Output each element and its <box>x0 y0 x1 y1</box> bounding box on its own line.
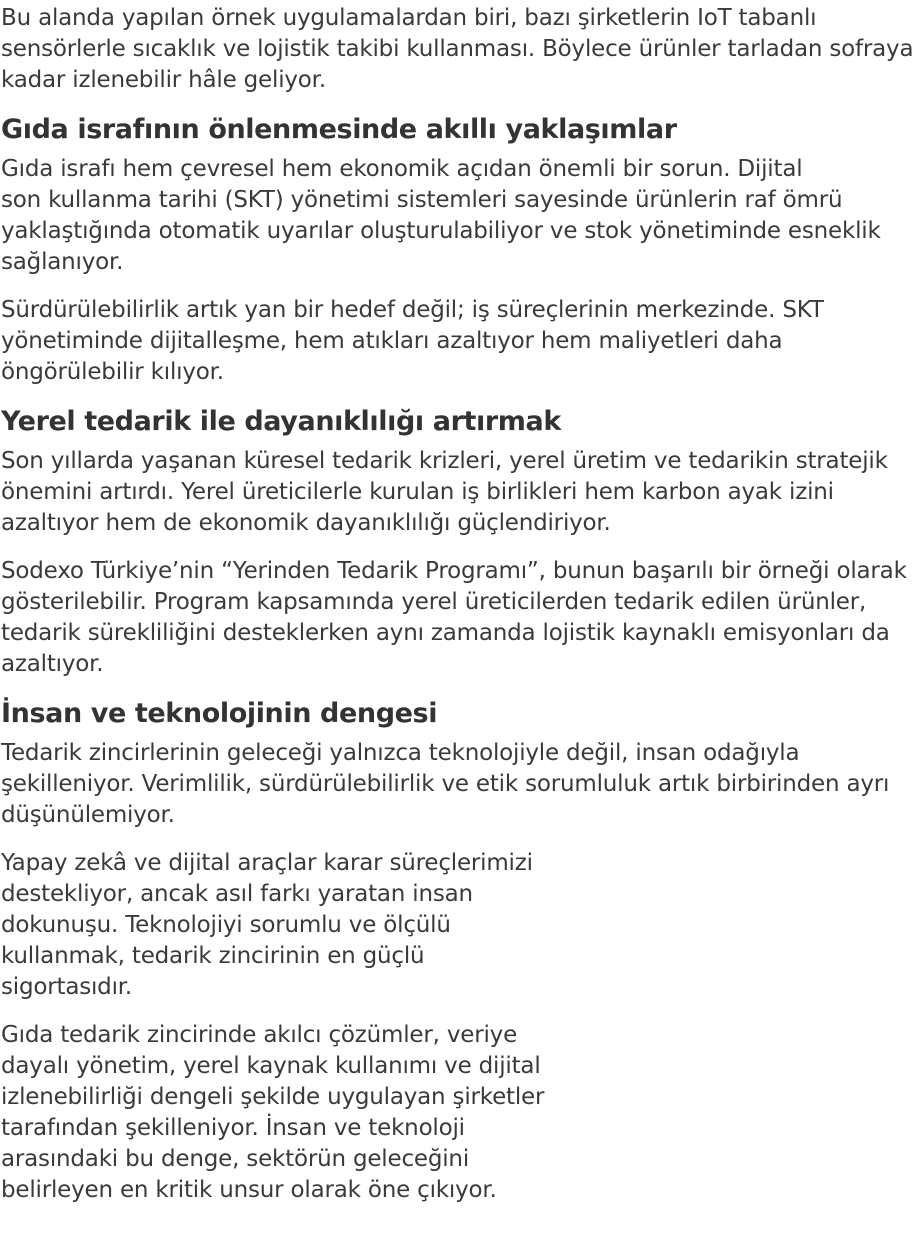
heading-human-technology: İnsan ve teknolojinin dengesi <box>1 698 438 729</box>
paragraph-sustainability: Sürdürülebilirlik artık yan bir hedef değil; iş süreçlerinin merkezinde. SKT yönetiminde dijitalleşme, hem atıkları azaltıyor hem maliyetleri daha öngörülebilir kılıyor. <box>1 297 824 385</box>
paragraph-ai-tools: Yapay zekâ ve dijital araçlar karar süreçlerimizi destekliyor, ancak asıl farkı yaratan insan dokunuşu. Teknolojiyi sorumlu ve ölçülü kullanmak, tedarik zincirinin en güçlü sigortasıdır. <box>1 850 533 1000</box>
heading-local-sourcing: Yerel tedarik ile dayanıklılığı artırmak <box>1 406 561 437</box>
paragraph-food-waste: Gıda israfı hem çevresel hem ekonomik açıdan önemli bir sorun. Dijital son kullanma tarihi (SKT) yönetimi sistemleri sayesinde ürünlerin raf ömrü yaklaştığında otomatik uyarılar oluşturulabiliyor ve stok yönetiminde esneklik sağlanıyor. <box>1 156 881 275</box>
heading-food-waste: Gıda israfının önlenmesinde akıllı yaklaşımlar <box>1 114 677 145</box>
paragraph-iot-example: Bu alanda yapılan örnek uygulamalardan biri, bazı şirketlerin IoT tabanlı sensörlerle sıcaklık ve lojistik takibi kullanması. Böylece ürünler tarladan sofraya kadar izlenebilir hâle geliyor. <box>1 5 914 93</box>
paragraph-sodexo-program: Sodexo Türkiye’nin “Yerinden Tedarik Programı”, bunun başarılı bir örneği olarak gösterilebilir. Program kapsamında yerel üreticilerden tedarik edilen ürünler, tedarik sürekliliğini desteklerken aynı zamanda lojistik kaynaklı emisyonları da azaltıyor. <box>1 558 907 677</box>
paragraph-supply-crises: Son yıllarda yaşanan küresel tedarik krizleri, yerel üretim ve tedarikin stratejik önemini artırdı. Yerel üreticilerle kurulan iş birlikleri hem karbon ayak izini azaltıyor hem de ekonomik dayanıklılığı güçlendiriyor. <box>1 448 888 536</box>
paragraph-human-focus: Tedarik zincirlerinin geleceği yalnızca teknolojiyle değil, insan odağıyla şekilleniyor. Verimlilik, sürdürülebilirlik ve etik sorumluluk artık birbirinden ayrı düşünülemiyor. <box>1 740 890 828</box>
paragraph-conclusion: Gıda tedarik zincirinde akılcı çözümler, veriye dayalı yönetim, yerel kaynak kullanımı ve dijital izlenebilirliği dengeli şekilde uygulayan şirketler tarafından şekilleniyor. İnsan ve teknoloji arasındaki bu denge, sektörün geleceğini belirleyen en kritik unsur olarak öne çıkıyor. <box>1 1022 545 1203</box>
